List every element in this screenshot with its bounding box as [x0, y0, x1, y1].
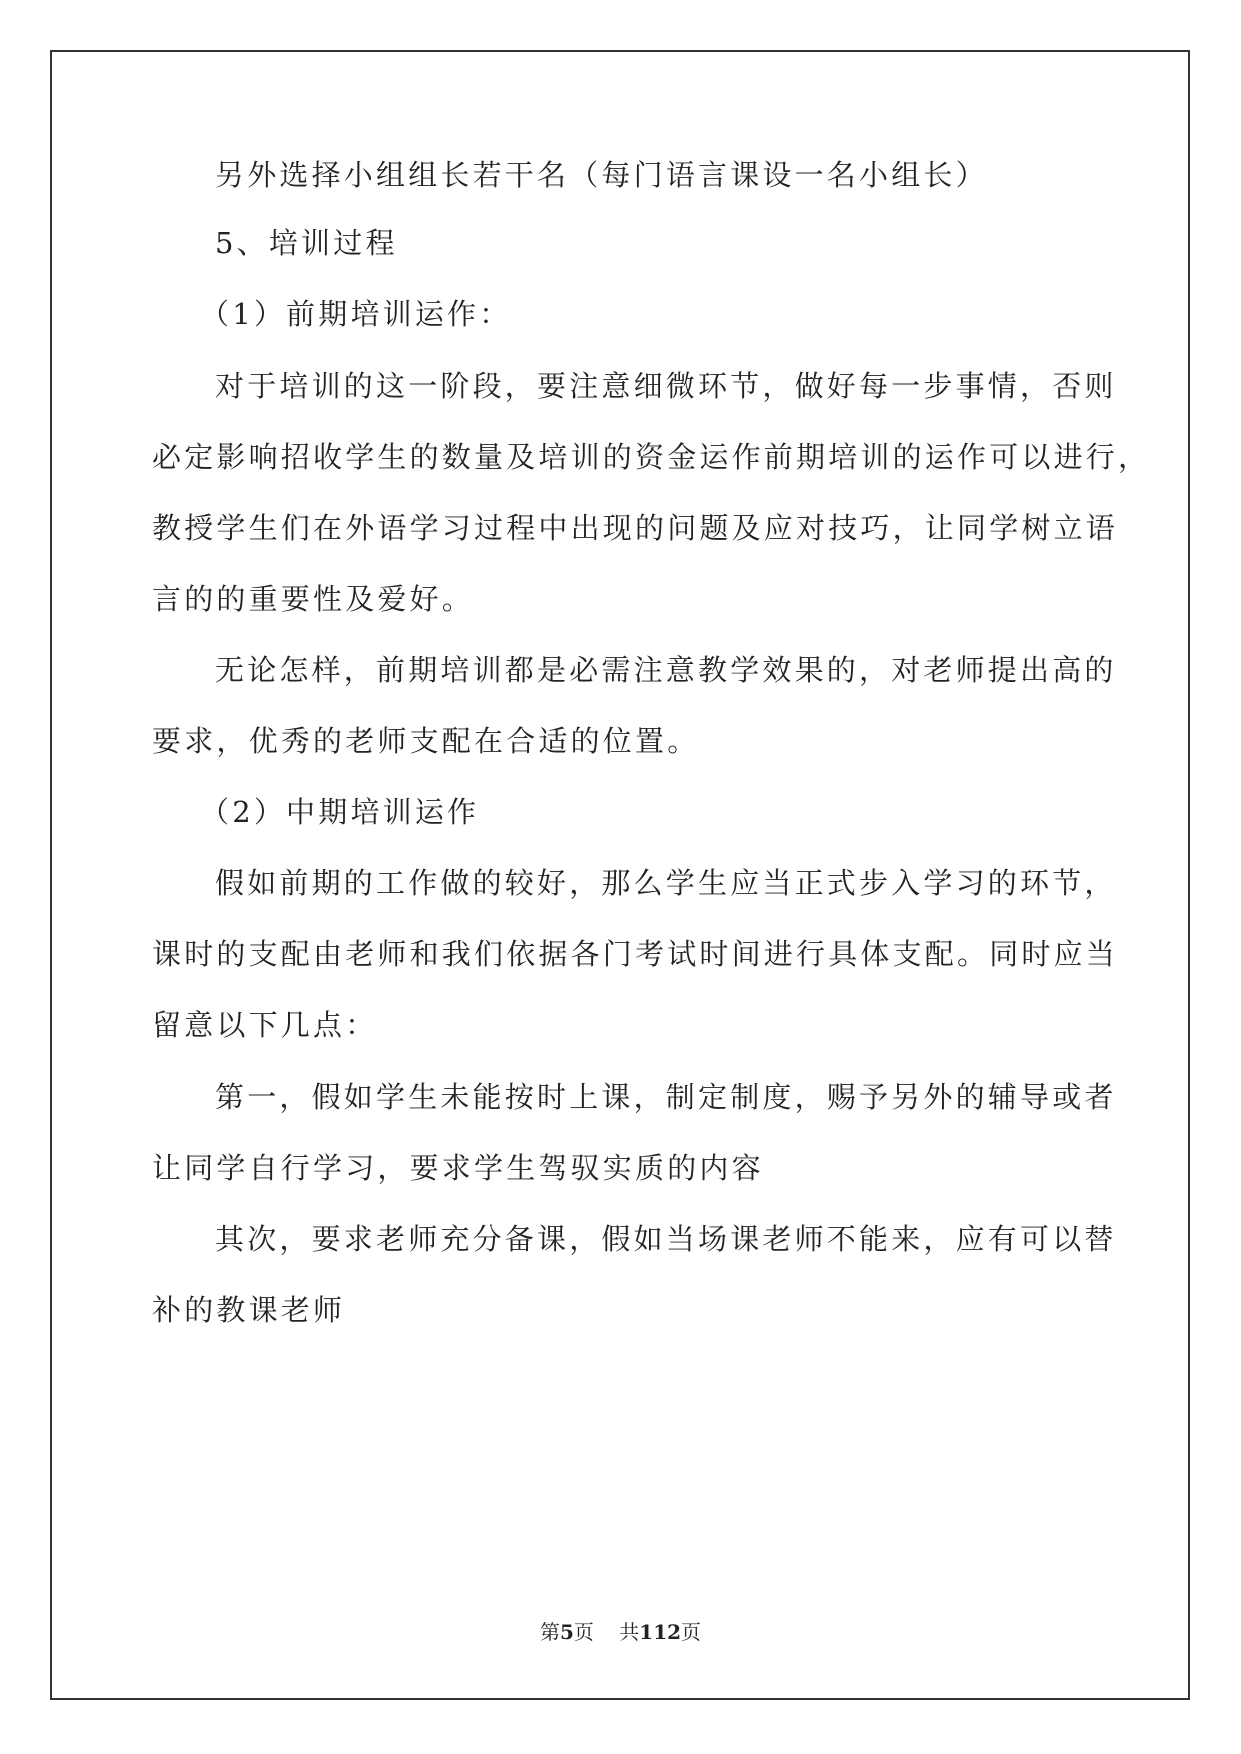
paragraph-line: 让同学自行学习，要求学生驾驭实质的内容 — [152, 1151, 764, 1185]
paragraph-line: 补的教课老师 — [152, 1293, 346, 1327]
paragraph-line: 言的的重要性及爱好。 — [152, 582, 475, 616]
paragraph-line: 必定影响招收学生的数量及培训的资金运作前期培训的运作可以进行， — [152, 440, 1151, 474]
paragraph-line: 另外选择小组组长若干名（每门语言课设一名小组长） — [215, 158, 988, 192]
paragraph-line: 课时的支配由老师和我们依据各门考试时间进行具体支配。同时应当 — [152, 937, 1119, 971]
current-page-number: 5 — [559, 1620, 574, 1644]
paragraph-line: 要求，优秀的老师支配在合适的位置。 — [152, 724, 700, 758]
paragraph-line: 假如前期的工作做的较好，那么学生应当正式步入学习的环节， — [215, 866, 1117, 900]
footer-page-suffix: 页 — [573, 1620, 594, 1644]
paragraph-line: 对于培训的这一阶段，要注意细微环节，做好每一步事情，否则 — [215, 369, 1117, 403]
footer-total-prefix: 共 — [619, 1620, 640, 1644]
paragraph-line: 教授学生们在外语学习过程中出现的问题及应对技巧，让同学树立语 — [152, 511, 1119, 545]
subsection-heading: （2）中期培训运作 — [200, 795, 480, 829]
footer-prefix: 第 — [539, 1620, 560, 1644]
subsection-heading: （1）前期培训运作： — [200, 297, 512, 331]
paragraph-line: 第一，假如学生未能按时上课，制定制度，赐予另外的辅导或者 — [215, 1080, 1117, 1114]
footer-total-suffix: 页 — [681, 1620, 702, 1644]
paragraph-line: 留意以下几点： — [152, 1008, 378, 1042]
total-page-count: 112 — [639, 1620, 682, 1644]
paragraph-line: 其次，要求老师充分备课，假如当场课老师不能来，应有可以替 — [215, 1222, 1117, 1256]
section-heading: 5、培训过程 — [215, 226, 398, 260]
page-footer — [0, 1618, 1241, 1646]
paragraph-line: 无论怎样，前期培训都是必需注意教学效果的，对老师提出高的 — [215, 653, 1117, 687]
